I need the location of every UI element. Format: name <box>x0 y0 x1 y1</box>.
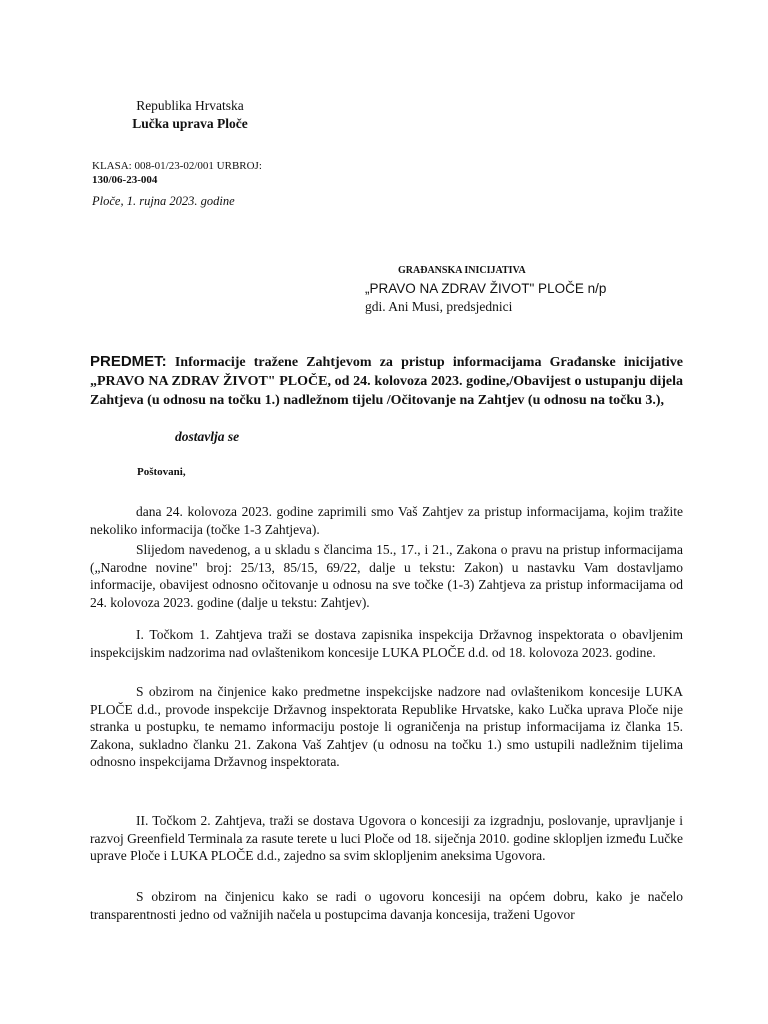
place-date: Ploče, 1. rujna 2023. godine <box>92 194 235 208</box>
recipient-org-name: „PRAVO NA ZDRAV ŽIVOT" PLOČE n/p <box>365 281 607 296</box>
greeting: Poštovani, <box>137 466 186 478</box>
subject-text: Informacije tražene Zahtjevom za pristup informacijama Građanske inicijative „PRAVO NA ZDRAV ŽIVOT" PLOČE, od 24. kolovoza 2023. godine,/Obavijest o ustupanju dijela Zahtjeva (u odnosu na točku 1.) nadležnom tijelu /Očitovanje na Zahtjev (u odnosu na točku 3.), <box>90 355 684 408</box>
urbroj-line: 130/06-23-004 <box>92 174 158 186</box>
recipient-org-type: GRAĐANSKA INICIJATIVA <box>398 265 526 276</box>
paragraph: dana 24. kolovoza 2023. godine zaprimili smo Vaš Zahtjev za pristup informacijama, kojim tražite nekoliko informacija (točke 1-3 Zahtjeva). <box>90 504 683 537</box>
subject-label: PREDMET: <box>90 353 167 370</box>
paragraph: I. Točkom 1. Zahtjeva traži se dostava zapisnika inspekcija Državnog inspektorata o obavljenim inspekcijskim nadzorima nad ovlaštenikom koncesije LUKA PLOČE d.d. od 18. kolovoza 2023. godine. <box>90 627 683 660</box>
country-name: Republika Hrvatska <box>136 98 244 113</box>
subject-delivery: dostavlja se <box>175 429 240 444</box>
subject-block <box>90 352 683 410</box>
paragraph: S obzirom na činjenicu kako se radi o ugovoru koncesiji na općem dobru, kako je načelo transparentnosti jedno od važnijih načela u postupcima davanja koncesija, traženi Ugovor <box>90 889 683 922</box>
recipient-person: gdi. Ani Musi, predsjednici <box>365 299 513 314</box>
paragraph: Slijedom navedenog, a u skladu s člancima 15., 17., i 21., Zakona o pravu na pristup informacijama („Narodne novine" broj: 25/13, 85/15, 69/22, dalje u tekstu: Zakon) u nastavku Vam dostavljamo informacije, obavijest odnosno očitovanje u odnosu na sve točke (1-3) Zahtjeva za pristup informacijama od 24. kolovoza 2023. godine (dalje u tekstu: Zahtjev). <box>90 542 683 610</box>
paragraph: S obzirom na činjenice kako predmetne inspekcijske nadzore nad ovlaštenikom koncesije LUKA PLOČE d.d., provode inspekcije Državnog inspektorata Republike Hrvatske, kako Lučka uprava Ploče nije stranka u postupku, te nemamo informaciju postoje li ograničenja na pristup informacijama iz članka 15. Zakona, sukladno članku 21. Zakona Vaš Zahtjev (u odnosu na točku 1.) smo ustupili nadležnim tijelima odnosno inspekcijama Državnog inspektorata. <box>90 684 683 769</box>
klasa-line: KLASA: 008-01/23-02/001 URBROJ: <box>92 160 262 172</box>
authority-name: Lučka uprava Ploče <box>132 116 248 131</box>
paragraph: II. Točkom 2. Zahtjeva, traži se dostava Ugovora o koncesiji za izgradnju, poslovanje, upravljanje i razvoj Greenfield Terminala za rasute terete u luci Ploče od 18. siječnja 2010. godine sklopljen između Lučke uprave Ploče i LUKA PLOČE d.d., zajedno sa svim sklopljenim aneksima Ugovora. <box>90 813 683 863</box>
